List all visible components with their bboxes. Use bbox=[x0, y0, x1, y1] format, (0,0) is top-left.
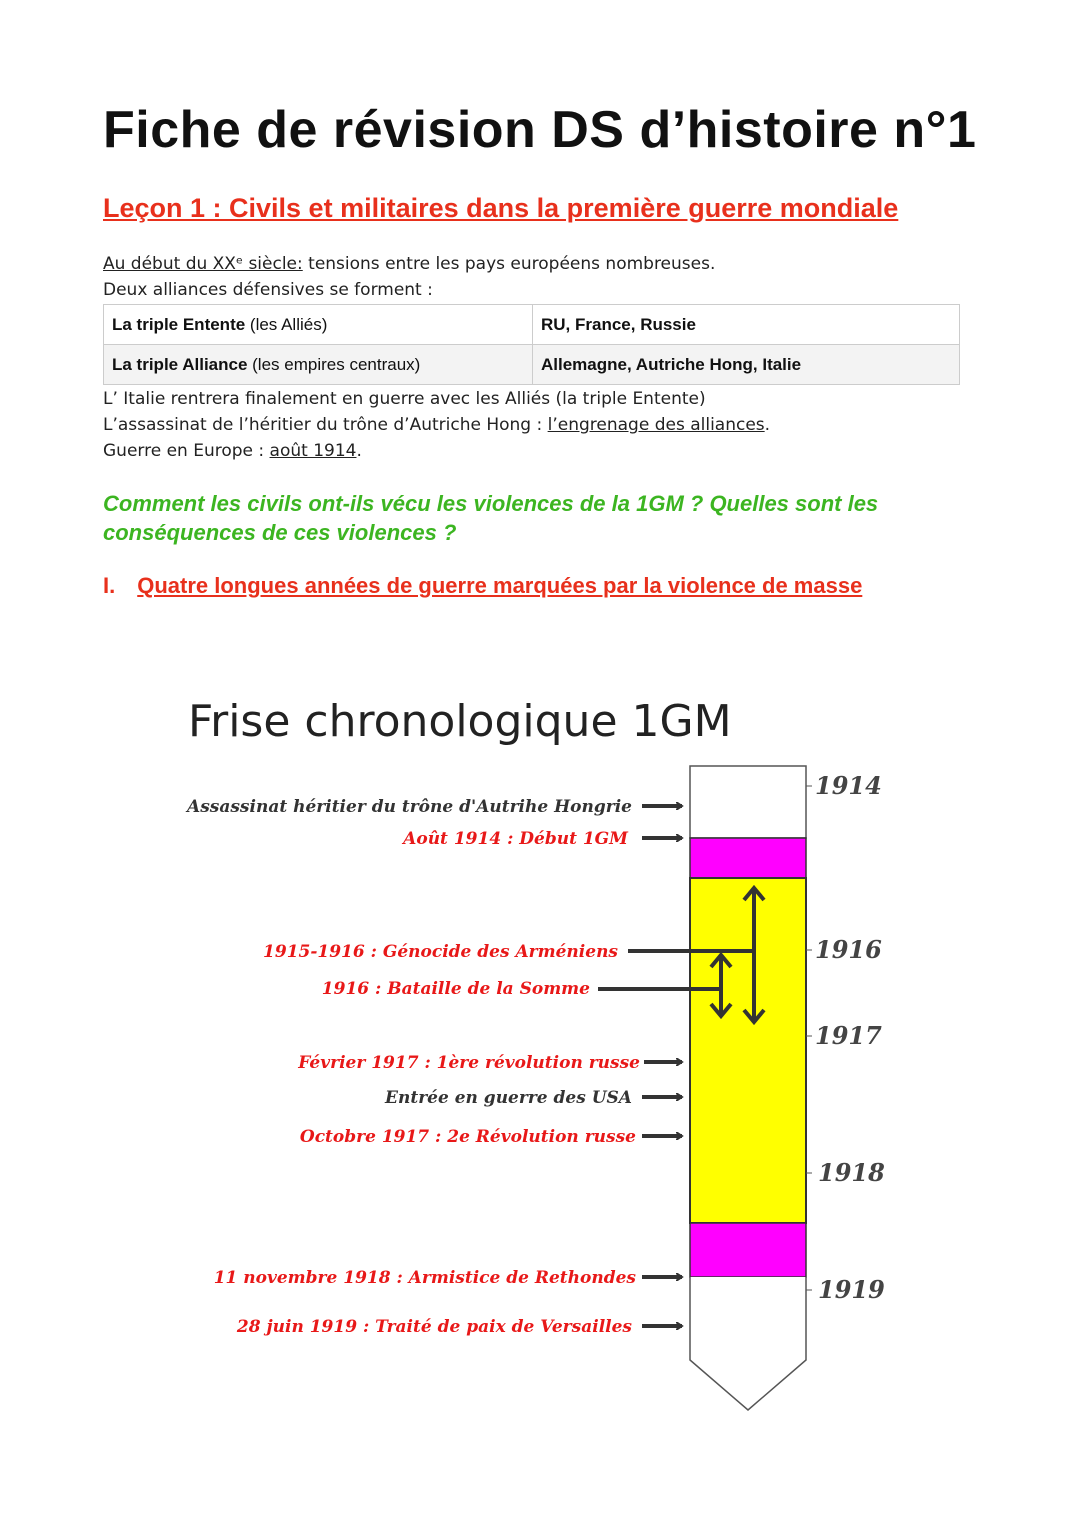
war-date-note: Guerre en Europe : août 1914. bbox=[103, 441, 362, 461]
event-label: Assassinat héritier du trône d'Autrihe Hongrie bbox=[187, 797, 632, 817]
italy-note: L’ Italie rentrera finalement en guerre avec les Alliés (la triple Entente) bbox=[103, 389, 706, 409]
alliance-name-cell: La triple Alliance (les empires centraux) bbox=[104, 345, 533, 385]
intro-date: Au début du XXᵉ siècle: bbox=[103, 254, 303, 274]
year-label: 1919 bbox=[818, 1275, 885, 1304]
assassination-note: L’assassinat de l’héritier du trône d’Autriche Hong : l’engrenage des alliances. bbox=[103, 415, 771, 435]
event-label: 11 novembre 1918 : Armistice de Rethondes bbox=[213, 1268, 636, 1288]
section-heading: I. Quatre longues années de guerre marquées par la violence de masse bbox=[103, 573, 863, 598]
event-label: 1915-1916 : Génocide des Arméniens bbox=[263, 942, 618, 962]
event-label: Octobre 1917 : 2e Révolution russe bbox=[299, 1127, 636, 1147]
event-label: Août 1914 : Début 1GM bbox=[403, 829, 628, 849]
timeline-segment-prewar bbox=[690, 766, 806, 838]
event-label: Février 1917 : 1ère révolution russe bbox=[298, 1053, 640, 1073]
year-label: 1917 bbox=[815, 1021, 882, 1050]
event-label: 1916 : Bataille de la Somme bbox=[321, 979, 590, 999]
alliance-members-cell: RU, France, Russie bbox=[533, 305, 960, 345]
problem-question: Comment les civils ont-ils vécu les violences de la 1GM ? Quelles sont les conséquences de ces violences ? bbox=[103, 491, 879, 545]
year-label: 1914 bbox=[815, 771, 882, 800]
year-label: 1918 bbox=[818, 1158, 885, 1187]
year-label: 1916 bbox=[815, 935, 882, 964]
alliance-name-cell: La triple Entente (les Alliés) bbox=[104, 305, 533, 345]
timeline-arrow-end bbox=[690, 1277, 806, 1410]
alliance-members-cell: Allemagne, Autriche Hong, Italie bbox=[533, 345, 960, 385]
event-label: Entrée en guerre des USA bbox=[385, 1088, 632, 1108]
lesson-heading: Leçon 1 : Civils et militaires dans la première guerre mondiale bbox=[103, 193, 899, 223]
intro-line-2: Deux alliances défensives se forment : bbox=[103, 280, 433, 300]
timeline-segment-1918 bbox=[690, 1223, 806, 1277]
timeline-segment-war bbox=[690, 878, 806, 1223]
intro-text: tensions entre les pays européens nombreuses. bbox=[302, 254, 716, 274]
timeline-segment-1914 bbox=[690, 838, 806, 878]
timeline-title: Frise chronologique 1GM bbox=[188, 696, 732, 747]
page-title: Fiche de révision DS d’histoire n°1 bbox=[103, 101, 977, 159]
event-label: 28 juin 1919 : Traité de paix de Versailles bbox=[236, 1317, 632, 1337]
